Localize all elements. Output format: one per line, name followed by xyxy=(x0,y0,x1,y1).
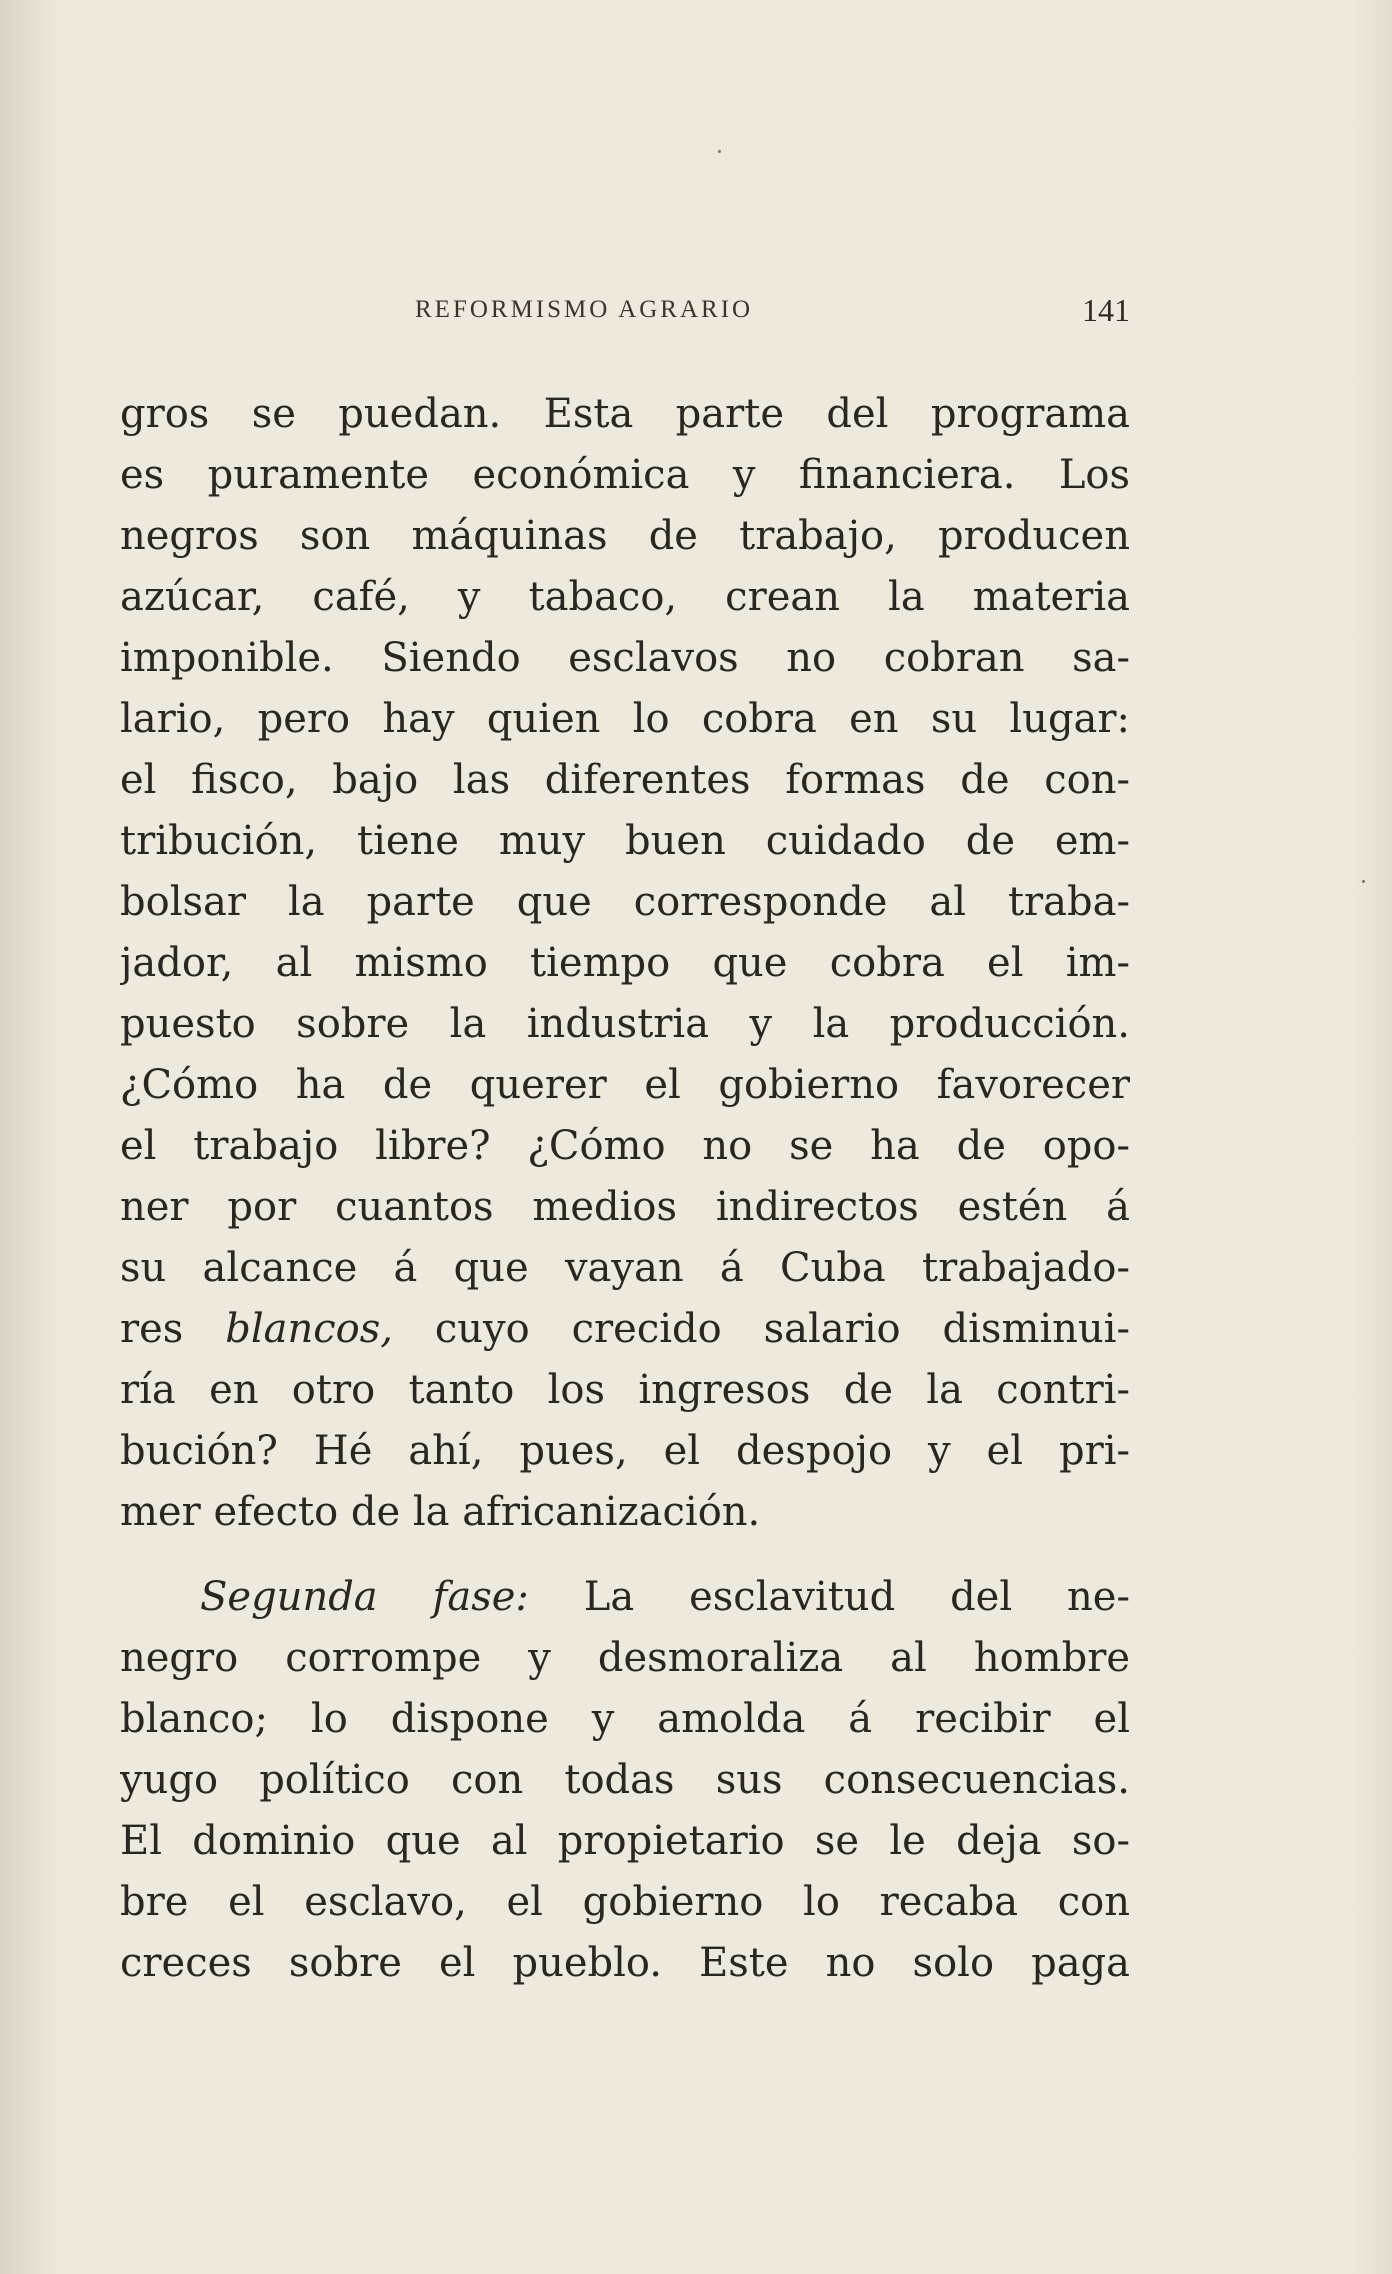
body-text xyxy=(120,384,1130,1994)
page-speck xyxy=(718,150,721,153)
page-number: 141 xyxy=(1082,292,1130,328)
text-line: azúcar, café, y tabaco, crean la materia xyxy=(120,574,1130,620)
text-fragment: La esclavitud del ne- xyxy=(528,1574,1130,1620)
text-line: lario, pero hay quien lo cobra en su lugar: xyxy=(120,696,1130,742)
italic-word: blancos, xyxy=(225,1306,393,1352)
text-line: ner por cuantos medios indirectos estén á xyxy=(120,1184,1130,1230)
text-line-with-italic xyxy=(120,1567,1130,1628)
text-line: blanco; lo dispone y amolda á recibir el xyxy=(120,1696,1130,1742)
paragraph-2 xyxy=(120,1567,1130,1994)
running-title: REFORMISMO AGRARIO xyxy=(415,296,754,323)
page-speck xyxy=(1362,880,1365,883)
text-line: negro corrompe y desmoraliza al hombre xyxy=(120,1635,1130,1681)
paragraph-1 xyxy=(120,384,1130,1543)
text-line: yugo político con todas sus consecuencias. xyxy=(120,1757,1130,1803)
text-line: mer efecto de la africanización. xyxy=(120,1489,761,1535)
text-line: el trabajo libre? ¿Cómo no se ha de opo- xyxy=(120,1123,1130,1169)
text-line: bución? Hé ahí, pues, el despojo y el pri- xyxy=(120,1428,1130,1474)
text-line: es puramente económica y financiera. Los xyxy=(120,452,1130,498)
text-line: tribución, tiene muy buen cuidado de em- xyxy=(120,818,1130,864)
text-line: El dominio que al propietario se le deja so- xyxy=(120,1818,1130,1864)
text-line: negros son máquinas de trabajo, producen xyxy=(120,513,1130,559)
text-line: ¿Cómo ha de querer el gobierno favorecer xyxy=(120,1062,1130,1108)
text-fragment: cuyo crecido salario disminui- xyxy=(392,1306,1130,1352)
text-line: creces sobre el pueblo. Este no solo paga xyxy=(120,1940,1130,1986)
text-line: ría en otro tanto los ingresos de la contri- xyxy=(120,1367,1130,1413)
text-line-with-italic xyxy=(120,1299,1130,1360)
text-line: el fisco, bajo las diferentes formas de con- xyxy=(120,757,1130,803)
text-line: bolsar la parte que corresponde al traba- xyxy=(120,879,1130,925)
running-head xyxy=(120,292,1130,336)
text-line: puesto sobre la industria y la producción. xyxy=(120,1001,1130,1047)
italic-heading: Segunda fase: xyxy=(200,1574,529,1620)
text-line: bre el esclavo, el gobierno lo recaba con xyxy=(120,1879,1130,1925)
text-fragment: res xyxy=(120,1306,226,1352)
text-line: su alcance á que vayan á Cuba trabajado- xyxy=(120,1245,1130,1291)
text-line: imponible. Siendo esclavos no cobran sa- xyxy=(120,635,1130,681)
paragraph-gap xyxy=(120,1543,1130,1567)
text-line: jador, al mismo tiempo que cobra el im- xyxy=(120,940,1130,986)
text-line: gros se puedan. Esta parte del programa xyxy=(120,391,1130,437)
